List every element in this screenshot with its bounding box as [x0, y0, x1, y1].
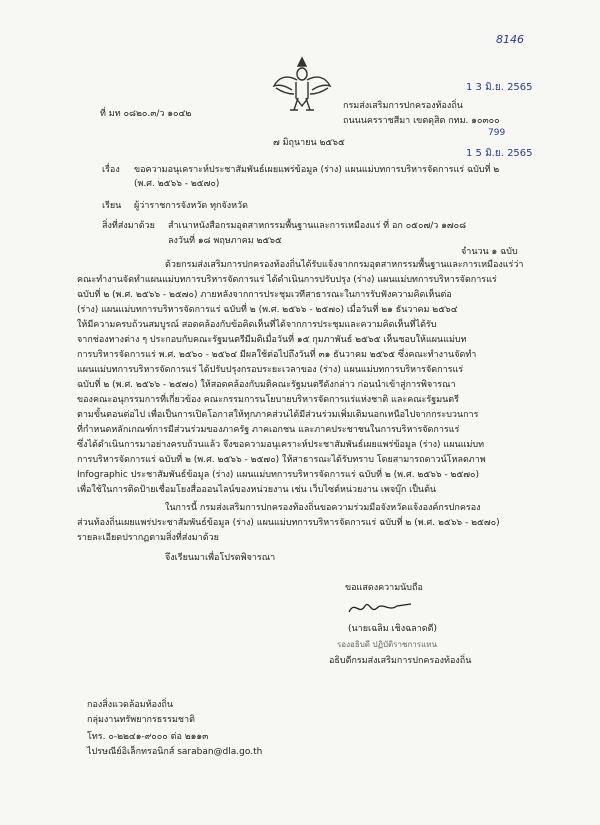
- body-line: การบริหารจัดการแร่ ฉบับที่ ๒ (พ.ศ. ๒๕๖๖ - ๒๕๗๐) ให้สาธารณะได้รับทราบ โดยสามารถดาวน์โหลดภาพ: [77, 455, 486, 465]
- body-line: แผนแม่บทการบริหารจัดการแร่ ได้ปรับปรุงกรอบระยะเวลาของ (ร่าง) แผนแม่บทการบริหารจัดการแร่: [77, 365, 464, 375]
- body-line: รายละเอียดปรากฏตามสิ่งที่ส่งมาด้วย: [77, 533, 219, 543]
- enclosure-label: สิ่งที่ส่งมาด้วย: [102, 221, 155, 231]
- footer-phone: โทร. ๐-๒๒๔๑-๙๐๐๐ ต่อ ๒๑๑๓: [87, 732, 209, 742]
- subject-label: เรื่อง: [102, 165, 120, 175]
- signatory-title: อธิบดีกรมส่งเสริมการปกครองท้องถิ่น: [329, 656, 472, 666]
- closing-salutation: ขอแสดงความนับถือ: [345, 583, 423, 593]
- signatory-acting-line: รองอธิบดี ปฏิบัติราชการแทน: [337, 640, 437, 649]
- body-line: คณะทำงานจัดทำแผนแม่บทการบริหารจัดการแร่ ได้ดำเนินการปรับปรุง (ร่าง) แผนแม่บทการบริหารจัดการแร่: [77, 275, 497, 285]
- body-line: (ร่าง) แผนแม่บทการบริหารจัดการแร่ ฉบับที่ ๒ (พ.ศ. ๒๕๖๖ - ๒๕๗๐) เมื่อวันที่ ๒๑ ธันวาคม ๒๕๖๔: [77, 305, 458, 315]
- body-line: การบริหารจัดการแร่ พ.ศ. ๒๕๖๐ - ๒๕๖๔ มีผลใช้ต่อไปถึงวันที่ ๓๑ ธันวาคม ๒๕๖๕ ซึ่งคณะทำงานจัดทำ: [77, 350, 477, 360]
- body-line: ให้มีความครบถ้วนสมบูรณ์ สอดคล้องกับข้อคิดเห็นที่ได้จากการประชุมและความคิดเห็นที่ได้รับ: [77, 320, 437, 330]
- handwritten-signature-icon: [345, 596, 415, 620]
- body-line: เพื่อใช้ในการติดป้ายเชื่อมโยงสื่อออนไลน์ของหน่วยงาน เช่น เว็บไซต์หน่วยงาน เพจบุ๊ก เป็นต้น: [77, 485, 437, 495]
- body-line: ด้วยกรมส่งเสริมการปกครองท้องถิ่นได้รับแจ้งจากกรมอุตสาหกรรมพื้นฐานและการเหมืองแร่ว่า: [165, 260, 524, 270]
- closing-request: จึงเรียนมาเพื่อโปรดพิจารณา: [165, 553, 276, 563]
- receipt-stamp-number: 8146: [496, 33, 524, 46]
- body-line: ที่กำหนดหลักเกณฑ์การมีส่วนร่วมของภาครัฐ ภาคเอกชน และภาคประชาชนในการบริหารจัดการแร่: [77, 425, 460, 435]
- body-line: ส่วนท้องถิ่นเผยแพร่ประชาสัมพันธ์ข้อมูล (ร่าง) แผนแม่บทการบริหารจัดการแร่ ฉบับที่ ๒ (พ.ศ. ๒๕๖๖ - ๒๕๗๐): [77, 518, 500, 528]
- subject-line-2: (พ.ศ. ๒๕๖๖ - ๒๕๗๐): [134, 179, 220, 189]
- recipient: ผู้ว่าราชการจังหวัด ทุกจังหวัด: [134, 201, 248, 211]
- issuing-department: กรมส่งเสริมการปกครองท้องถิ่น: [343, 101, 463, 111]
- recipient-label: เรียน: [102, 201, 122, 211]
- document-date: ๗ มิถุนายน ๒๕๖๕: [273, 138, 345, 148]
- garuda-emblem-icon: [270, 52, 334, 116]
- body-line: ของคณะอนุกรรมการที่เกี่ยวข้อง คณะกรรมการนโยบายบริหารจัดการแร่แห่งชาติ และคณะรัฐมนตรี: [77, 395, 459, 405]
- enclosure-line-1: สำเนาหนังสือกรมอุตสาหกรรมพื้นฐานและการเหมืองแร่ ที่ อก ๐๕๐๗/ว ๑๗๐๘: [168, 221, 467, 231]
- footer-office: กองสิ่งแวดล้อมท้องถิ่น: [87, 700, 174, 710]
- receipt-stamp-date-2: 1 5 มิ.ย. 2565: [466, 148, 533, 159]
- enclosure-line-2: ลงวันที่ ๑๘ พฤษภาคม ๒๕๖๕: [168, 236, 282, 246]
- body-line: ในการนี้ กรมส่งเสริมการปกครองท้องถิ่นขอความร่วมมือจังหวัดแจ้งองค์กรปกครอง: [165, 503, 481, 513]
- footer-email: ไปรษณีย์อิเล็กทรอนิกส์ saraban@dla.go.th: [87, 747, 263, 757]
- body-line: Infographic ประชาสัมพันธ์ข้อมูล (ร่าง) แผนแม่บทการบริหารจัดการแร่ ฉบับที่ ๒ (พ.ศ. ๒๕๖๖ - ๒๕๗๐): [77, 470, 480, 480]
- enclosure-count: จำนวน ๑ ฉบับ: [461, 247, 518, 257]
- department-address: ถนนนครราชสีมา เขตดุสิต กทม. ๑๐๓๐๐: [343, 116, 500, 126]
- body-line: ซึ่งได้ดำเนินการมาอย่างครบถ้วนแล้ว จึงขอความอนุเคราะห์ประชาสัมพันธ์เผยแพร่ข้อมูล (ร่าง) แผนแม่บท: [77, 440, 485, 450]
- body-line: ฉบับที่ ๒ (พ.ศ. ๒๕๖๖ - ๒๕๗๐) ภายหลังจากการประชุมเวทีสาธารณะในการรับฟังความคิดเห็นต่อ: [77, 290, 452, 300]
- body-line: ฉบับที่ ๒ (พ.ศ. ๒๕๖๖ - ๒๕๗๐) ให้สอดคล้องกับมติคณะรัฐมนตรีดังกล่าว ก่อนนำเข้าสู่การพิจารณา: [77, 380, 456, 390]
- document-number: ที่ มท ๐๘๒๐.๓/ว ๑๐๔๒: [100, 109, 192, 119]
- receipt-stamp-line: 799: [488, 128, 506, 138]
- signatory-name: (นายเฉลิม เชิงฉลาดดี): [348, 624, 437, 634]
- body-line: ตามขั้นตอนต่อไป เพื่อเป็นการเปิดโอกาสให้ทุกภาคส่วนได้มีส่วนร่วมเพิ่มเติมนอกเหนือไปจากกระบวนการ: [77, 410, 479, 420]
- footer-group: กลุ่มงานทรัพยากรธรรมชาติ: [87, 715, 195, 725]
- subject-line-1: ขอความอนุเคราะห์ประชาสัมพันธ์เผยแพร่ข้อมูล (ร่าง) แผนแม่บทการบริหารจัดการแร่ ฉบับที่ ๒: [134, 165, 500, 175]
- receipt-stamp-date: 1 3 มิ.ย. 2565: [466, 82, 533, 93]
- body-line: จากช่องทางต่าง ๆ ประกอบกับคณะรัฐมนตรีมีมติเมื่อวันที่ ๑๕ กุมภาพันธ์ ๒๕๖๕ เห็นชอบให้แผนแม่บท: [77, 335, 467, 345]
